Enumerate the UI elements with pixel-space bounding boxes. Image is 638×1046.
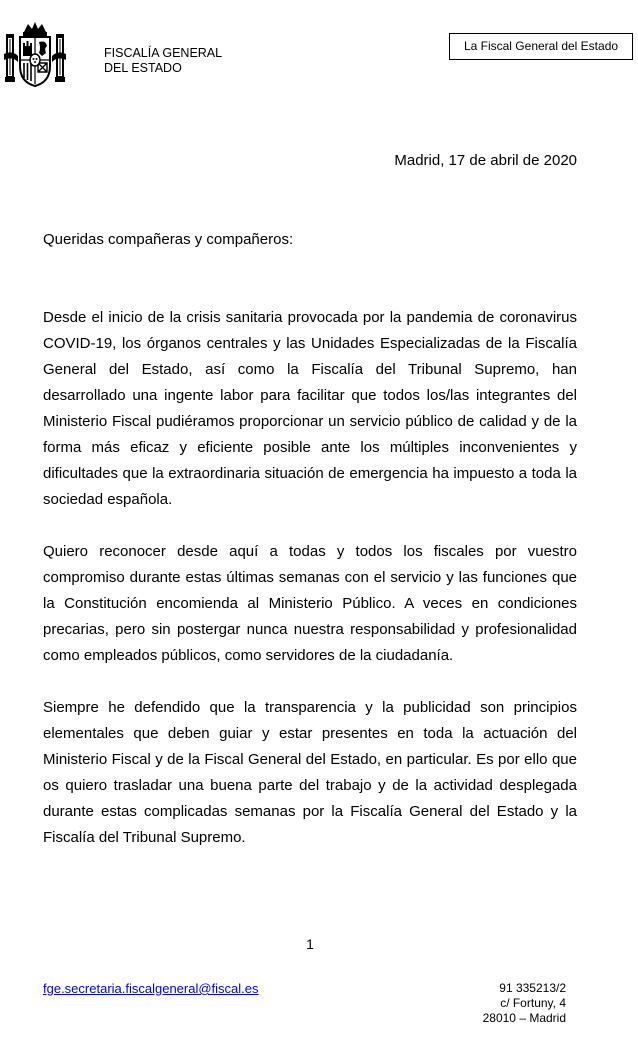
coat-of-arms-emblem xyxy=(2,20,68,90)
organization-line-1: FISCALÍA GENERAL xyxy=(104,46,223,60)
address-city: 28010 – Madrid xyxy=(482,1011,566,1025)
body-paragraph-2: Quiero reconocer desde aquí a todas y todos los fiscales por vuestro compromiso durante estas últimas semanas con el servicio y las funciones que la Constitución encomienda al Ministerio Público. A veces en condiciones precarias, pero sin postergar nunca nuestra responsabilidad y profesionalidad como empleados públicos, como servidores de la ciudadanía. xyxy=(43,543,577,664)
sender-title-box: La Fiscal General del Estado xyxy=(449,33,633,60)
letter-date: Madrid, 17 de abril de 2020 xyxy=(394,152,577,169)
organization-line-2: DEL ESTADO xyxy=(104,61,182,75)
page-number: 1 xyxy=(306,936,314,952)
contact-info xyxy=(483,981,566,1026)
letter-greeting: Queridas compañeras y compañeros: xyxy=(43,231,294,248)
organization-name xyxy=(104,46,222,76)
email-link[interactable]: fge.secretaria.fiscalgeneral@fiscal.es xyxy=(43,981,259,996)
phone-number: 91 335213/2 xyxy=(499,981,566,995)
address-street: c/ Fortuny, 4 xyxy=(500,996,566,1010)
body-paragraph-3: Siempre he defendido que la transparencia y la publicidad son principios elementales que deben guiar y estar presentes en toda la actuación del Ministerio Fiscal y de la Fiscal General del Estado, en particular. Es por ello que os quiero trasladar una buena parte del trabajo y de la actividad desplegada durante estas complicadas semanas por la Fiscalía General del Estado y la Fiscalía del Tribunal Supremo. xyxy=(43,699,577,846)
body-paragraph-1: Desde el inicio de la crisis sanitaria provocada por la pandemia de coronavirus COVID-19, los órganos centrales y las Unidades Especializadas de la Fiscalía General del Estado, así como la Fiscalía del Tribunal Supremo, han desarrollado una ingente labor para facilitar que todos los/las integrantes del Ministerio Fiscal pudiéramos proporcionar un servicio público de calidad y de la forma más eficaz y eficiente posible ante los múltiples inconvenientes y dificultades que la extraordinaria situación de emergencia ha impuesto a toda la sociedad española. xyxy=(43,309,577,508)
